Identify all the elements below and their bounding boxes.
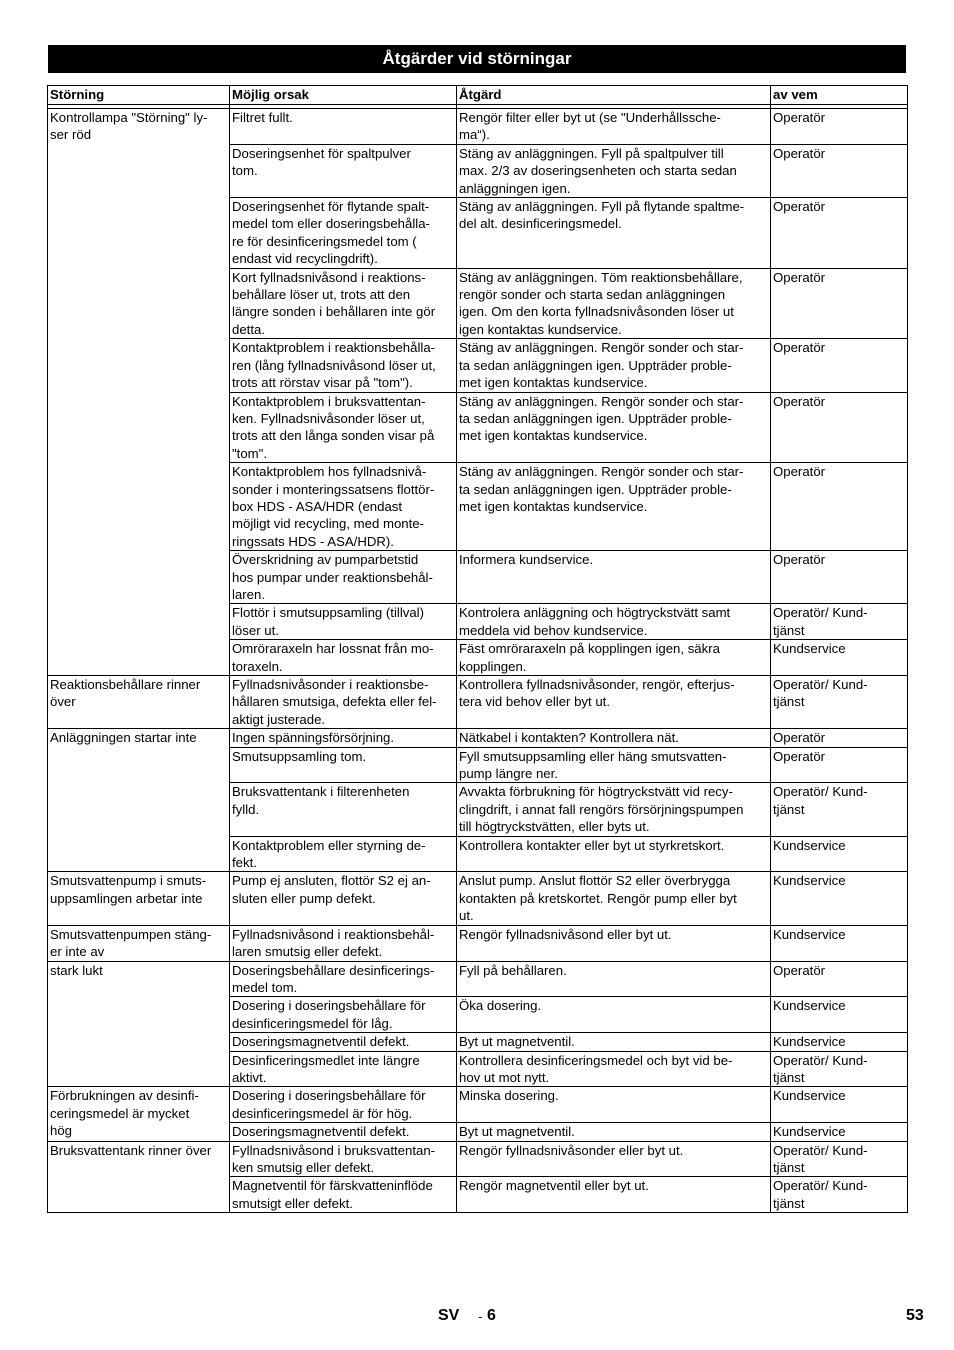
action-cell: Minska dosering. (457, 1087, 771, 1123)
cause-cell: Desinficeringsmedlet inte längre aktivt. (230, 1051, 457, 1087)
fault-cell: Anläggningen startar inte (48, 729, 230, 872)
table-row (48, 1087, 908, 1123)
action-cell: Rengör fyllnadsnivåsonder eller byt ut. (457, 1141, 771, 1177)
fault-cell: Reaktionsbehållare rinner över (48, 676, 230, 729)
fault-cell: Kontrollampa "Störning" ly- ser röd (48, 109, 230, 676)
who-cell: Operatör (771, 392, 908, 463)
table-row (48, 676, 908, 729)
footer-separator: - (478, 1309, 483, 1324)
action-cell: Avvakta förbrukning för högtryckstvätt vid recy- clingdrift, i annat fall rengörs försörjningspumpen till högtryckstvätten, eller byts ut. (457, 783, 771, 836)
action-cell: Kontrollera desinficeringsmedel och byt vid be- hov ut mot nytt. (457, 1051, 771, 1087)
header-action: Åtgärd (457, 86, 771, 105)
action-cell: Öka dosering. (457, 997, 771, 1033)
action-cell: Stäng av anläggningen. Rengör sonder och star- ta sedan anläggningen igen. Uppträder proble- met igen kontaktas kundservice. (457, 339, 771, 392)
cause-cell: Bruksvattentank i filterenheten fylld. (230, 783, 457, 836)
fault-table (47, 85, 908, 1213)
cause-cell: Kontaktproblem eller styrning de- fekt. (230, 836, 457, 872)
action-cell: Kontrollera fyllnadsnivåsonder, rengör, efterjus- tera vid behov eller byt ut. (457, 676, 771, 729)
cause-cell: Ingen spänningsförsörjning. (230, 729, 457, 747)
action-cell: Anslut pump. Anslut flottör S2 eller överbrygga kontakten på kretskortet. Rengör pump eller byt ut. (457, 872, 771, 925)
section-title: Åtgärder vid störningar (48, 45, 906, 73)
cause-cell: Fyllnadsnivåsonder i reaktionsbe- hållaren smutsiga, defekta eller fel- aktigt justerade. (230, 676, 457, 729)
action-cell: Nätkabel i kontakten? Kontrollera nät. (457, 729, 771, 747)
action-cell: Rengör fyllnadsnivåsond eller byt ut. (457, 925, 771, 961)
who-cell: Operatör (771, 339, 908, 392)
action-cell: Byt ut magnetventil. (457, 1123, 771, 1141)
who-cell: Kundservice (771, 1123, 908, 1141)
cause-cell: Magnetventil för färskvatteninflöde smutsigt eller defekt. (230, 1177, 457, 1213)
fault-cell: stark lukt (48, 961, 230, 1087)
cause-cell: Kontaktproblem hos fyllnadsnivå- sonder i monteringssatsens flottör- box HDS - ASA/HDR (endast möjligt vid recycling, med monte- ringssats HDS - ASA/HDR). (230, 463, 457, 551)
action-cell: Fyll smutsuppsamling eller häng smutsvatten- pump längre ner. (457, 747, 771, 783)
who-cell: Operatör/ Kund- tjänst (771, 1051, 908, 1087)
table-row (48, 925, 908, 961)
who-cell: Operatör/ Kund- tjänst (771, 1141, 908, 1177)
who-cell: Kundservice (771, 640, 908, 676)
who-cell: Operatör (771, 747, 908, 783)
who-cell: Kundservice (771, 872, 908, 925)
who-cell: Operatör (771, 961, 908, 997)
action-cell: Stäng av anläggningen. Rengör sonder och star- ta sedan anläggningen igen. Uppträder proble- met igen kontaktas kundservice. (457, 392, 771, 463)
action-cell: Fyll på behållaren. (457, 961, 771, 997)
who-cell: Operatör (771, 551, 908, 604)
action-cell: Kontrolera anläggning och högtryckstvätt samt meddela vid behov kundservice. (457, 604, 771, 640)
action-cell: Stäng av anläggningen. Töm reaktionsbehållare, rengör sonder och starta sedan anläggningen igen. Om den korta fyllnadsnivåsonden löser ut igen kontaktas kundservice. (457, 268, 771, 339)
fault-cell: Förbrukningen av desinfi- ceringsmedel är mycket hög (48, 1087, 230, 1141)
who-cell: Operatör (771, 109, 908, 145)
who-cell: Operatör (771, 268, 908, 339)
cause-cell: Smutsuppsamling tom. (230, 747, 457, 783)
cause-cell: Kontaktproblem i reaktionsbehålla- ren (lång fyllnadsnivåsond löser ut, trots att rörstav visar på "tom"). (230, 339, 457, 392)
cause-cell: Doseringsbehållare desinficerings- medel tom. (230, 961, 457, 997)
cause-cell: Doseringsmagnetventil defekt. (230, 1033, 457, 1051)
cause-cell: Fyllnadsnivåsond i reaktionsbehål- laren smutsig eller defekt. (230, 925, 457, 961)
cause-cell: Doseringsmagnetventil defekt. (230, 1123, 457, 1141)
cause-cell: Flottör i smutsuppsamling (tillval) löser ut. (230, 604, 457, 640)
header-cause: Möjlig orsak (230, 86, 457, 105)
who-cell: Operatör (771, 144, 908, 197)
who-cell: Operatör (771, 463, 908, 551)
who-cell: Operatör/ Kund- tjänst (771, 604, 908, 640)
cause-cell: Pump ej ansluten, flottör S2 ej an- sluten eller pump defekt. (230, 872, 457, 925)
action-cell: Informera kundservice. (457, 551, 771, 604)
footer-language: SV (438, 1307, 460, 1324)
footer-section-page: 6 (487, 1307, 496, 1324)
table-header-row (48, 86, 908, 105)
action-cell: Stäng av anläggningen. Fyll på spaltpulver till max. 2/3 av doseringsenheten och starta sedan anläggningen igen. (457, 144, 771, 197)
cause-cell: Kontaktproblem i bruksvattentan- ken. Fyllnadsnivåsonder löser ut, trots att den långa sonden visar på "tom". (230, 392, 457, 463)
table-row (48, 1141, 908, 1177)
who-cell: Operatör (771, 729, 908, 747)
fault-cell: Bruksvattentank rinner över (48, 1141, 230, 1213)
action-cell: Byt ut magnetventil. (457, 1033, 771, 1051)
action-cell: Stäng av anläggningen. Fyll på flytande spaltme- del alt. desinficeringsmedel. (457, 198, 771, 269)
cause-cell: Doseringsenhet för flytande spalt- medel tom eller doseringsbehålla- re för desinficeringsmedel tom ( endast vid recyclingdrift). (230, 198, 457, 269)
cause-cell: Överskridning av pumparbetstid hos pumpar under reaktionsbehål- laren. (230, 551, 457, 604)
action-cell: Kontrollera kontakter eller byt ut styrkretskort. (457, 836, 771, 872)
cause-cell: Doseringsenhet för spaltpulver tom. (230, 144, 457, 197)
table-row (48, 109, 908, 145)
who-cell: Kundservice (771, 1033, 908, 1051)
footer-page-number: 53 (906, 1307, 924, 1324)
who-cell: Operatör/ Kund- tjänst (771, 1177, 908, 1213)
table-row (48, 872, 908, 925)
fault-cell: Smutsvattenpump i smuts- uppsamlingen arbetar inte (48, 872, 230, 925)
cause-cell: Dosering i doseringsbehållare för desinficeringsmedel för låg. (230, 997, 457, 1033)
who-cell: Kundservice (771, 1087, 908, 1123)
cause-cell: Omröraraxeln har lossnat från mo- toraxeln. (230, 640, 457, 676)
action-cell: Rengör filter eller byt ut (se "Underhållssche- ma“). (457, 109, 771, 145)
who-cell: Operatör/ Kund- tjänst (771, 676, 908, 729)
who-cell: Kundservice (771, 997, 908, 1033)
who-cell: Operatör/ Kund- tjänst (771, 783, 908, 836)
action-cell: Fäst omröraraxeln på kopplingen igen, säkra kopplingen. (457, 640, 771, 676)
who-cell: Operatör (771, 198, 908, 269)
fault-cell: Smutsvattenpumpen stäng- er inte av (48, 925, 230, 961)
header-who: av vem (771, 86, 908, 105)
who-cell: Kundservice (771, 836, 908, 872)
cause-cell: Dosering i doseringsbehållare för desinficeringsmedel är för hög. (230, 1087, 457, 1123)
who-cell: Kundservice (771, 925, 908, 961)
table-row (48, 961, 908, 997)
table-row (48, 729, 908, 747)
cause-cell: Fyllnadsnivåsond i bruksvattentan- ken smutsig eller defekt. (230, 1141, 457, 1177)
cause-cell: Filtret fullt. (230, 109, 457, 145)
cause-cell: Kort fyllnadsnivåsond i reaktions- behållare löser ut, trots att den längre sonden i behållaren inte gör detta. (230, 268, 457, 339)
action-cell: Stäng av anläggningen. Rengör sonder och star- ta sedan anläggningen igen. Uppträder proble- met igen kontaktas kundservice. (457, 463, 771, 551)
header-fault: Störning (48, 86, 230, 105)
fault-table-body (48, 109, 908, 1213)
action-cell: Rengör magnetventil eller byt ut. (457, 1177, 771, 1213)
